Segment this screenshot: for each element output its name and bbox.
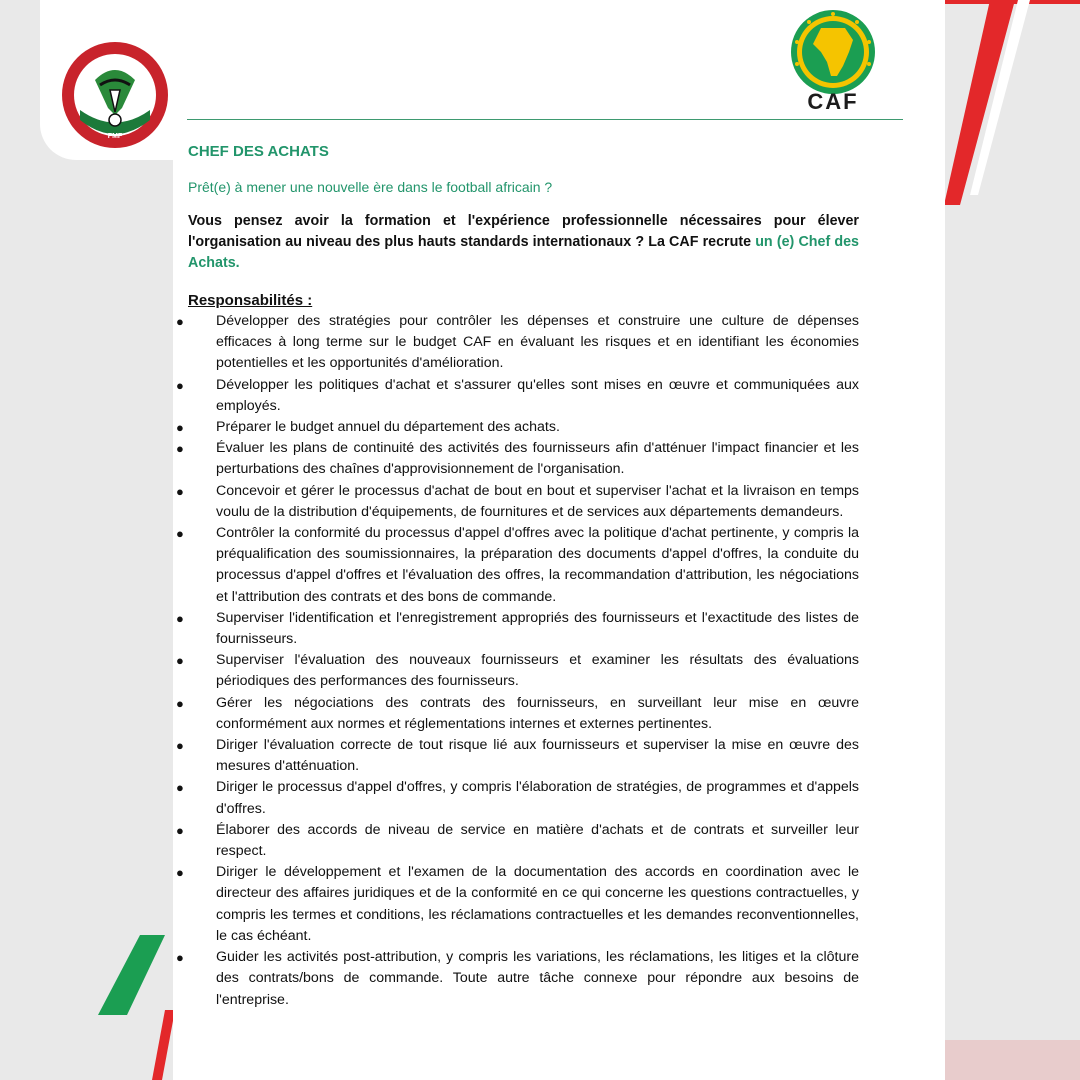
page-title: CHEF DES ACHATS [188, 143, 329, 160]
fmf-logo [60, 40, 170, 150]
document-page [173, 0, 945, 1080]
list-item-text: Contrôler la conformité du processus d'appel d'offres avec la politique d'achat pertinente, y compris la préqualification des soumissionnaires, la préparation des documents d'appel d'offres, la conduite du processus d'appel d'offres et l'évaluation des offres, la recommandation d'attribution, les négociations et l'attribution des contrats et des bons de commande. [216, 525, 859, 605]
list-item [173, 650, 859, 692]
bullet-icon: ● [176, 483, 184, 499]
list-item [173, 523, 859, 608]
list-item-text: Diriger le développement et l'examen de la documentation des accords en coordination avec le directeur des affaires juridiques et de la conformité en ce qui concerne les questions contractuelles, y compris les termes et conditions, les réclamations contractuelles et les demandes reconventionnelles, le cas échéant. [216, 864, 859, 944]
caf-logo [783, 6, 893, 116]
list-item [173, 311, 859, 375]
list-item-text: Diriger le processus d'appel d'offres, y compris l'élaboration de stratégies, de programmes et d'appels d'offres. [216, 779, 859, 817]
bullet-icon: ● [176, 780, 184, 796]
content [176, 142, 859, 1011]
list-item-text: Superviser l'identification et l'enregistrement appropriés des fournisseurs et l'exactitude des listes de fournisseurs. [216, 609, 859, 648]
list-item-text: Superviser l'évaluation des nouveaux fournisseurs et examiner les résultats des évaluations périodiques des performances des fournisseurs. [216, 652, 859, 690]
list-item [173, 481, 859, 523]
responsibilities-heading: Responsabilités : [188, 292, 313, 309]
bullet-icon: ● [176, 695, 184, 711]
list-item [173, 608, 859, 650]
bullet-icon: ● [176, 865, 184, 881]
list-item [173, 777, 859, 819]
list-item [173, 417, 859, 438]
bullet-icon: ● [176, 950, 184, 966]
list-item [173, 693, 859, 735]
list-item [173, 820, 859, 862]
bullet-icon: ● [176, 610, 184, 626]
list-item-text: Préparer le budget annuel du département des achats. [216, 419, 560, 436]
fmf-badge-text: FMF [107, 133, 123, 140]
intro-paragraph [188, 211, 859, 274]
list-item-text: Développer les politiques d'achat et s'assurer qu'elles sont mises en œuvre et communiquées aux employés. [216, 376, 859, 414]
header-divider [187, 119, 903, 120]
responsibilities-list [173, 311, 859, 1011]
intro-highlight: un (e) Chef des Achats. [188, 234, 859, 271]
subtitle: Prêt(e) à mener une nouvelle ère dans le football africain ? [188, 179, 553, 195]
list-item-text: Gérer les négociations des contrats des fournisseurs, en surveillant leur mise en œuvre conformément aux normes et réglementations internes et externes pertinentes. [216, 694, 859, 732]
bullet-icon: ● [176, 420, 184, 436]
bullet-icon: ● [176, 738, 184, 754]
bullet-icon: ● [176, 314, 184, 329]
bullet-icon: ● [176, 653, 184, 669]
list-item [173, 438, 859, 480]
bullet-icon: ● [176, 441, 184, 457]
bullet-icon: ● [176, 526, 184, 542]
list-item-text: Évaluer les plans de continuité des activités des fournisseurs afin d'atténuer l'impact financier et les perturbations des chaînes d'approvisionnement de l'organisation. [216, 440, 859, 478]
list-item-text: Élaborer des accords de niveau de service en matière d'achats et de contrats et surveiller leur respect. [216, 821, 859, 860]
list-item [173, 735, 859, 777]
list-item-text: Concevoir et gérer le processus d'achat de bout en bout et superviser l'achat et la livraison en temps voulu de la distribution d'équipements, de fournitures et de services aux départements demandeurs. [216, 482, 859, 520]
list-item [173, 947, 859, 1011]
list-item-text: Développer des stratégies pour contrôler les dépenses et construire une culture de dépenses efficaces à long terme sur le budget CAF en évaluant les risques et en identifiant les économies potentielles et les opportunités d'amélioration. [216, 313, 859, 372]
list-item [173, 375, 859, 417]
list-item-text: Diriger l'évaluation correcte de tout risque lié aux fournisseurs et superviser la mise en œuvre des mesures d'atténuation. [216, 737, 859, 775]
list-item [173, 862, 859, 947]
list-item-text: Guider les activités post-attribution, y compris les variations, les réclamations, les litiges et la clôture des contrats/bons de commande. Toute autre tâche connexe pour répondre aux besoins de l'entreprise. [216, 949, 859, 1008]
intro-text: Vous pensez avoir la formation et l'expérience professionnelle nécessaires pour élever l'organisation au niveau des plus hauts standards internationaux ? La CAF recrute [188, 213, 859, 250]
caf-logo-text: CAF [807, 89, 859, 114]
bullet-icon: ● [176, 377, 184, 393]
bullet-icon: ● [176, 822, 184, 838]
